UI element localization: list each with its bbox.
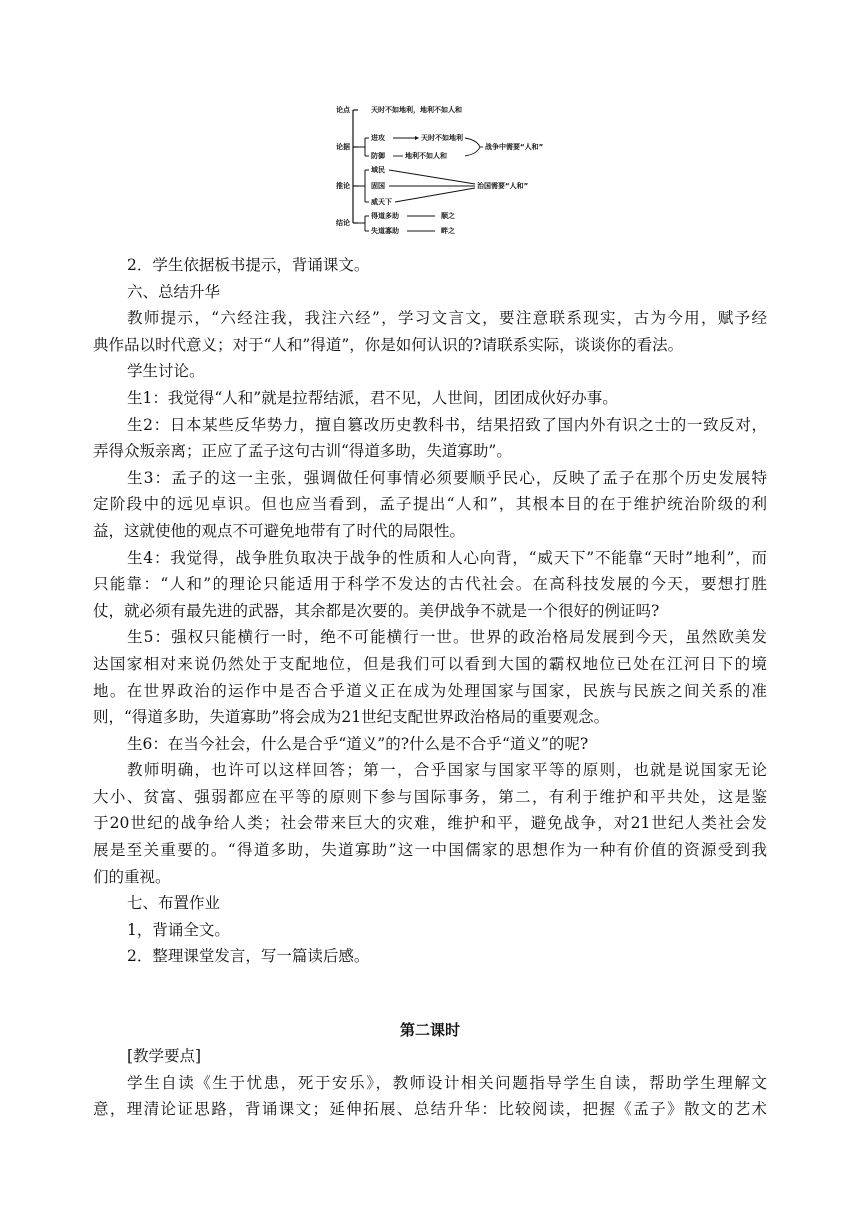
diagram-item-guguo: 固国 — [371, 182, 385, 190]
student-5-paragraph: 生5：强权只能横行一时，绝不可能横行一世。世界的政治格局发展到今天，虽然欧美发 达国家相对来说仍然处于支配地位，但是我们可以看到大国的霸权地位已处在江河日下的境 地。在世界政治的运作中是否合乎道义正在成为处理国家与国家，民族与民族之间关系的准 则，“得道多助，失道寡助”将会成为21世纪支配世界政治格局的重要观念。 — [93, 628, 767, 727]
diagram-item-jingong: 进攻 — [371, 134, 385, 142]
student-1-paragraph: 生1：我觉得“人和”就是拉帮结派，君不见，人世间，团团成伙好办事。 — [127, 388, 618, 407]
diagram-label-lundian: 论点 — [336, 106, 350, 114]
student-2-paragraph: 生2：日本某些反华势力，擅自篡改历史教科书，结果招致了国内外有识之士的一致反对， 弄得众叛亲离；正应了孟子这句古训“得道多助，失道寡助”。 — [93, 415, 767, 461]
diagram-item-dedao: 得道多助 — [371, 212, 399, 220]
diagram-end-shunzhi: 顺之 — [441, 212, 455, 220]
diagram-mid-1: 天时不如地利 — [421, 134, 463, 142]
diagram-result-govern: 治国需要“人和” — [477, 182, 529, 190]
section-heading-homework: 七、布置作业 — [127, 894, 221, 913]
student-3-paragraph: 生3：孟子的这一主张，强调做任何事情必须要顺乎民心，反映了孟子在那个历史发展特 定阶段中的远见卓识。但也应当看到，孟子提出“人和”，其根本目的在于维护统治阶级的利 益，这就使他的观点不可避免地带有了时代的局限性。 — [93, 468, 767, 540]
diagram-label-lunju: 论据 — [336, 143, 350, 151]
section-heading-summary: 六、总结升华 — [127, 282, 221, 301]
student-6-paragraph: 生6：在当今社会，什么是合乎“道义”的?什么是不合乎“道义”的呢? — [127, 734, 589, 753]
diagram-label-tuilun: 推论 — [336, 182, 350, 190]
homework-item-1: 1，背诵全文。 — [127, 920, 230, 939]
teacher-prompt-paragraph: 教师提示，“六经注我，我注六经”，学习文言文，要注意联系现实，古为今用，赋予经 典作品以时代意义；对于“人和”得道”，你是如何认识的?请联系实际，谈谈你的看法。 — [93, 309, 767, 354]
diagram-end-panzhi: 畔之 — [441, 227, 455, 235]
section-2-paragraph: 学生自读《生于忧患，死于安乐》，教师设计相关问题指导学生自读，帮助学生理解文 意，理清论证思路，背诵课文；延伸拓展、总结升华：比较阅读，把握《孟子》散文的艺术 — [93, 1073, 767, 1119]
diagram-item-shidao: 失道寡助 — [371, 227, 399, 235]
diagram-label-jielun: 结论 — [336, 219, 350, 227]
diagram-item-yumin: 域民 — [371, 166, 385, 174]
argument-structure-diagram — [335, 98, 550, 240]
section-2-title: 第二课时 — [399, 1020, 460, 1039]
diagram-item-fangyu: 防御 — [371, 152, 385, 160]
diagram-result-war: 战争中需要“人和” — [485, 143, 544, 151]
step-2-text: 2．学生依据板书提示，背诵课文。 — [127, 256, 370, 274]
discussion-intro: 学生讨论。 — [127, 362, 205, 381]
diagram-mid-2: 地利不如人和 — [405, 152, 447, 160]
teacher-clarify-paragraph: 教师明确，也许可以这样回答；第一，合乎国家与国家平等的原则，也就是说国家无论 大小、贫富、强弱都应在平等的原则下参与国际事务，第二，有利于维护和平共处，这是鉴 于20世纪的战争给人类；社会带来巨大的灾难，维护和平，避免战争，对21世纪人类社会发 展是至关重要的。“得道多助，失道寡助”这一中国儒家的思想作为一种有价值的资源受到我 们的重视。 — [93, 761, 767, 886]
homework-item-2: 2．整理课堂发言，写一篇读后感。 — [127, 947, 370, 966]
teaching-points-label: [教学要点] — [127, 1047, 202, 1066]
document-body — [93, 252, 767, 1123]
diagram-thesis-text: 天时不如地利，地利不如人和 — [371, 106, 462, 114]
student-4-paragraph: 生4：我觉得，战争胜负取决于战争的性质和人心向背，“威天下”不能靠“天时”地利”，而 只能靠：“人和”的理论只能适用于科学不发达的古代社会。在高科技发展的今天，要想打胜 仗，就必须有最先进的武器，其余都是次要的。美伊战争不就是一个很好的例证吗? — [93, 548, 767, 620]
diagram-item-weitianxia: 威天下 — [371, 198, 392, 206]
